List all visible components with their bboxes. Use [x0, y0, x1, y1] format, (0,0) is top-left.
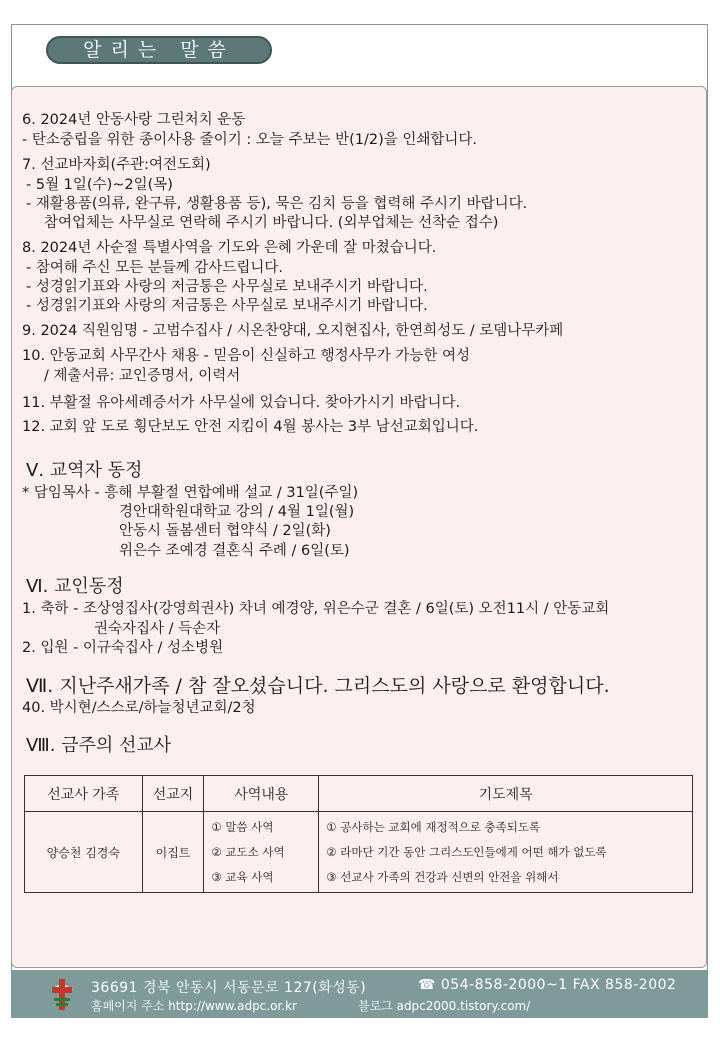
section-6-line: 권숙자집사 / 득손자	[94, 621, 221, 637]
notice-7-title: 7. 선교바자회(주관:여전도회)	[22, 157, 211, 173]
notice-10-documents: / 제출서류: 교인증명서, 이력서	[44, 368, 241, 384]
section-5-line: 경안대학원대학교 강의 / 4월 1일(월)	[119, 504, 355, 520]
section-5-line: 안동시 돌봄센터 협약식 / 2일(화)	[119, 523, 331, 539]
table-header-cell: 선교지	[142, 776, 204, 812]
prayer-item: ③ 선교사 가족의 건강과 신변의 안전을 위해서	[326, 869, 559, 884]
announcements-title-badge	[46, 36, 272, 64]
notice-8-return-2: - 성경읽기표와 사랑의 저금통은 사무실로 보내주시기 바랍니다.	[26, 298, 428, 314]
notice-9: 9. 2024 직원임명 - 고범수집사 / 시온찬양대, 오지현집사, 한연희성도 / 로뎀나무카페	[22, 323, 564, 339]
prayer-item: ② 라마단 기간 동안 그리스도인들에게 어떤 해가 없도록	[326, 844, 607, 859]
notice-10-title: 10. 안동교회 사무간사 채용 - 믿음이 신실하고 행정사무가 가능한 여성	[22, 348, 470, 364]
notice-8-title: 8. 2024년 사순절 특별사역을 기도와 은혜 가운데 잘 마쳤습니다.	[22, 240, 437, 256]
section-7-heading: Ⅶ. 지난주새가족 / 참 잘오셨습니다. 그리스도의 사랑으로 환영합니다.	[26, 675, 610, 697]
footer-phone: ☎ 054-858-2000~1 FAX 858-2002	[418, 977, 677, 993]
section-6-line: 1. 축하 - 조상영집사(강영희권사) 차녀 예경양, 위은수군 결혼 / 6일(토) 오전11시 / 안동교회	[22, 601, 610, 617]
section-5-line: * 담임목사 - 흥해 부활절 연합예배 설교 / 31일(주일)	[22, 485, 359, 501]
ministry-item: ② 교도소 사역	[211, 844, 285, 859]
notice-7-items: - 재활용품(의류, 완구류, 생활용품 등), 묵은 김치 등을 협력해 주시기 바랍니다.	[26, 196, 528, 212]
table-row	[25, 812, 693, 893]
section-7-new-family: 40. 박시현/스스로/하늘청년교회/2청	[22, 700, 256, 716]
prayer-item: ① 공사하는 교회에 재정적으로 충족되도록	[326, 819, 541, 834]
church-cross-logo-icon	[48, 976, 76, 1012]
footer-blog-link[interactable]: 블로그 adpc2000.tistory.com/	[358, 999, 531, 1013]
notice-11: 11. 부활절 유아세례증서가 사무실에 있습니다. 찾아가시기 바랍니다.	[22, 395, 461, 411]
footer-bar	[11, 970, 708, 1018]
section-6-heading: Ⅵ. 교인동정	[26, 576, 124, 597]
mission-location-cell: 이집트	[142, 812, 204, 893]
table-header-cell: 사역내용	[204, 776, 319, 812]
notice-8-return-1: - 성경읽기표와 사랑의 저금통은 사무실로 보내주시기 바랍니다.	[26, 279, 428, 295]
missionary-family-cell: 양승천 김경숙	[25, 812, 143, 893]
prayer-cell	[319, 812, 693, 893]
notice-6-detail: - 탄소중립을 위한 종이사용 줄이기 : 오늘 주보는 반(1/2)을 인쇄합니다.	[22, 132, 478, 148]
page-title: 알리는 말씀	[83, 39, 235, 61]
section-6-line: 2. 입원 - 이규숙집사 / 성소병원	[22, 640, 224, 656]
notice-7-date: - 5월 1일(수)~2일(목)	[26, 177, 173, 193]
table-header-cell: 기도제목	[319, 776, 693, 812]
notice-8-thanks: - 참여해 주신 모든 분들께 감사드립니다.	[26, 260, 283, 276]
notice-12: 12. 교회 앞 도로 횡단보도 안전 지킴이 4월 봉사는 3부 남선교회입니다.	[22, 419, 479, 435]
section-8-heading: Ⅷ. 금주의 선교사	[26, 735, 172, 756]
section-5-line: 위은수 조예경 결혼식 주례 / 6일(토)	[119, 543, 350, 559]
ministry-item: ③ 교육 사역	[211, 869, 274, 884]
missionary-table	[24, 775, 693, 893]
notice-7-vendors: 참여업체는 사무실로 연락해 주시기 바랍니다. (외부업체는 선착순 접수)	[44, 215, 499, 231]
ministry-item: ① 말씀 사역	[211, 819, 274, 834]
table-header-row	[25, 776, 693, 812]
footer-homepage-link[interactable]: 홈페이지 주소 http://www.adpc.or.kr	[91, 999, 297, 1013]
footer-address: 36691 경북 안동시 서동문로 127(화성동)	[91, 980, 367, 996]
section-5-heading: Ⅴ. 교역자 동정	[26, 460, 143, 481]
ministry-cell	[204, 812, 319, 893]
table-header-cell: 선교사 가족	[25, 776, 143, 812]
notice-6-title: 6. 2024년 안동사랑 그린처치 운동	[22, 112, 246, 128]
